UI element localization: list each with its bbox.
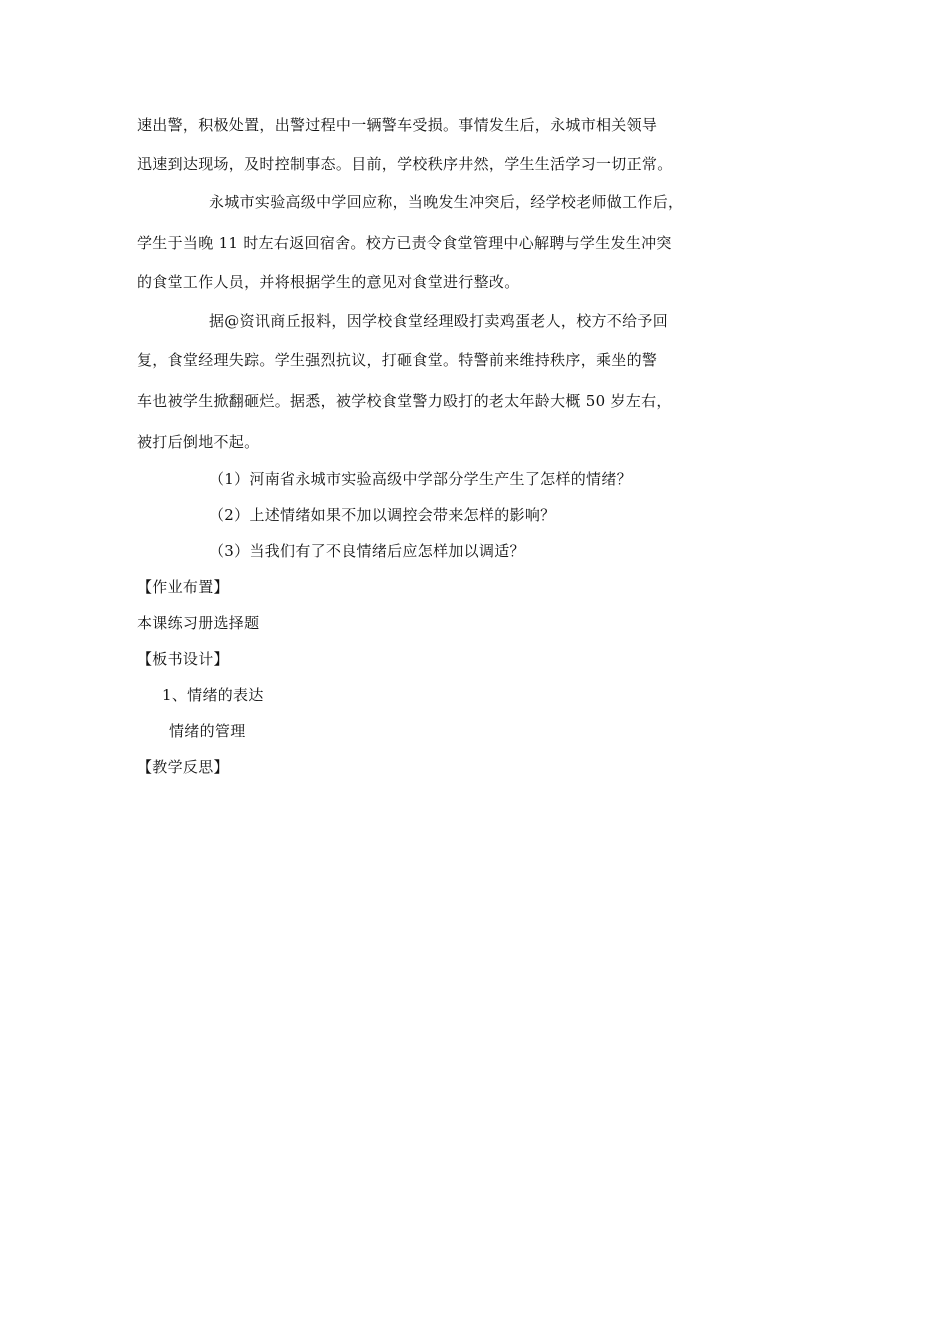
question-2: （2）上述情绪如果不加以调控会带来怎样的影响？ <box>209 506 556 524</box>
paragraph-3-line-4: 被打后倒地不起。 <box>137 433 260 451</box>
teaching-reflection-heading: 【教学反思】 <box>137 758 229 776</box>
board-design-heading: 【板书设计】 <box>137 650 229 668</box>
paragraph-3-line-1: 据@资讯商丘报料，因学校食堂经理殴打卖鸡蛋老人，校方不给予回 <box>209 312 669 330</box>
paragraph-1-line-2: 迅速到达现场，及时控制事态。目前，学校秩序井然，学生生活学习一切正常。 <box>137 155 673 173</box>
board-design-item-1: 1、情绪的表达 <box>162 686 264 704</box>
paragraph-1-line-1: 速出警，积极处置，出警过程中一辆警车受损。事情发生后，永城市相关领导 <box>137 116 658 134</box>
paragraph-2-line-3: 的食堂工作人员，并将根据学生的意见对食堂进行整改。 <box>137 273 520 291</box>
question-1: （1）河南省永城市实验高级中学部分学生产生了怎样的情绪？ <box>209 470 632 488</box>
paragraph-3-line-3: 车也被学生掀翻砸烂。据悉，被学校食堂警力殴打的老太年龄大概 50 岁左右， <box>137 392 672 410</box>
paragraph-3-line-2: 复，食堂经理失踪。学生强烈抗议，打砸食堂。特警前来维持秩序，乘坐的警 <box>137 351 658 369</box>
homework-heading: 【作业布置】 <box>137 578 229 596</box>
homework-content: 本课练习册选择题 <box>137 614 260 632</box>
board-design-item-2: 情绪的管理 <box>169 722 246 740</box>
question-3: （3）当我们有了不良情绪后应怎样加以调适？ <box>209 542 525 560</box>
paragraph-2-line-1: 永城市实验高级中学回应称，当晚发生冲突后，经学校老师做工作后， <box>209 193 684 211</box>
paragraph-2-line-2: 学生于当晚 11 时左右返回宿舍。校方已责令食堂管理中心解聘与学生发生冲突 <box>137 234 672 252</box>
